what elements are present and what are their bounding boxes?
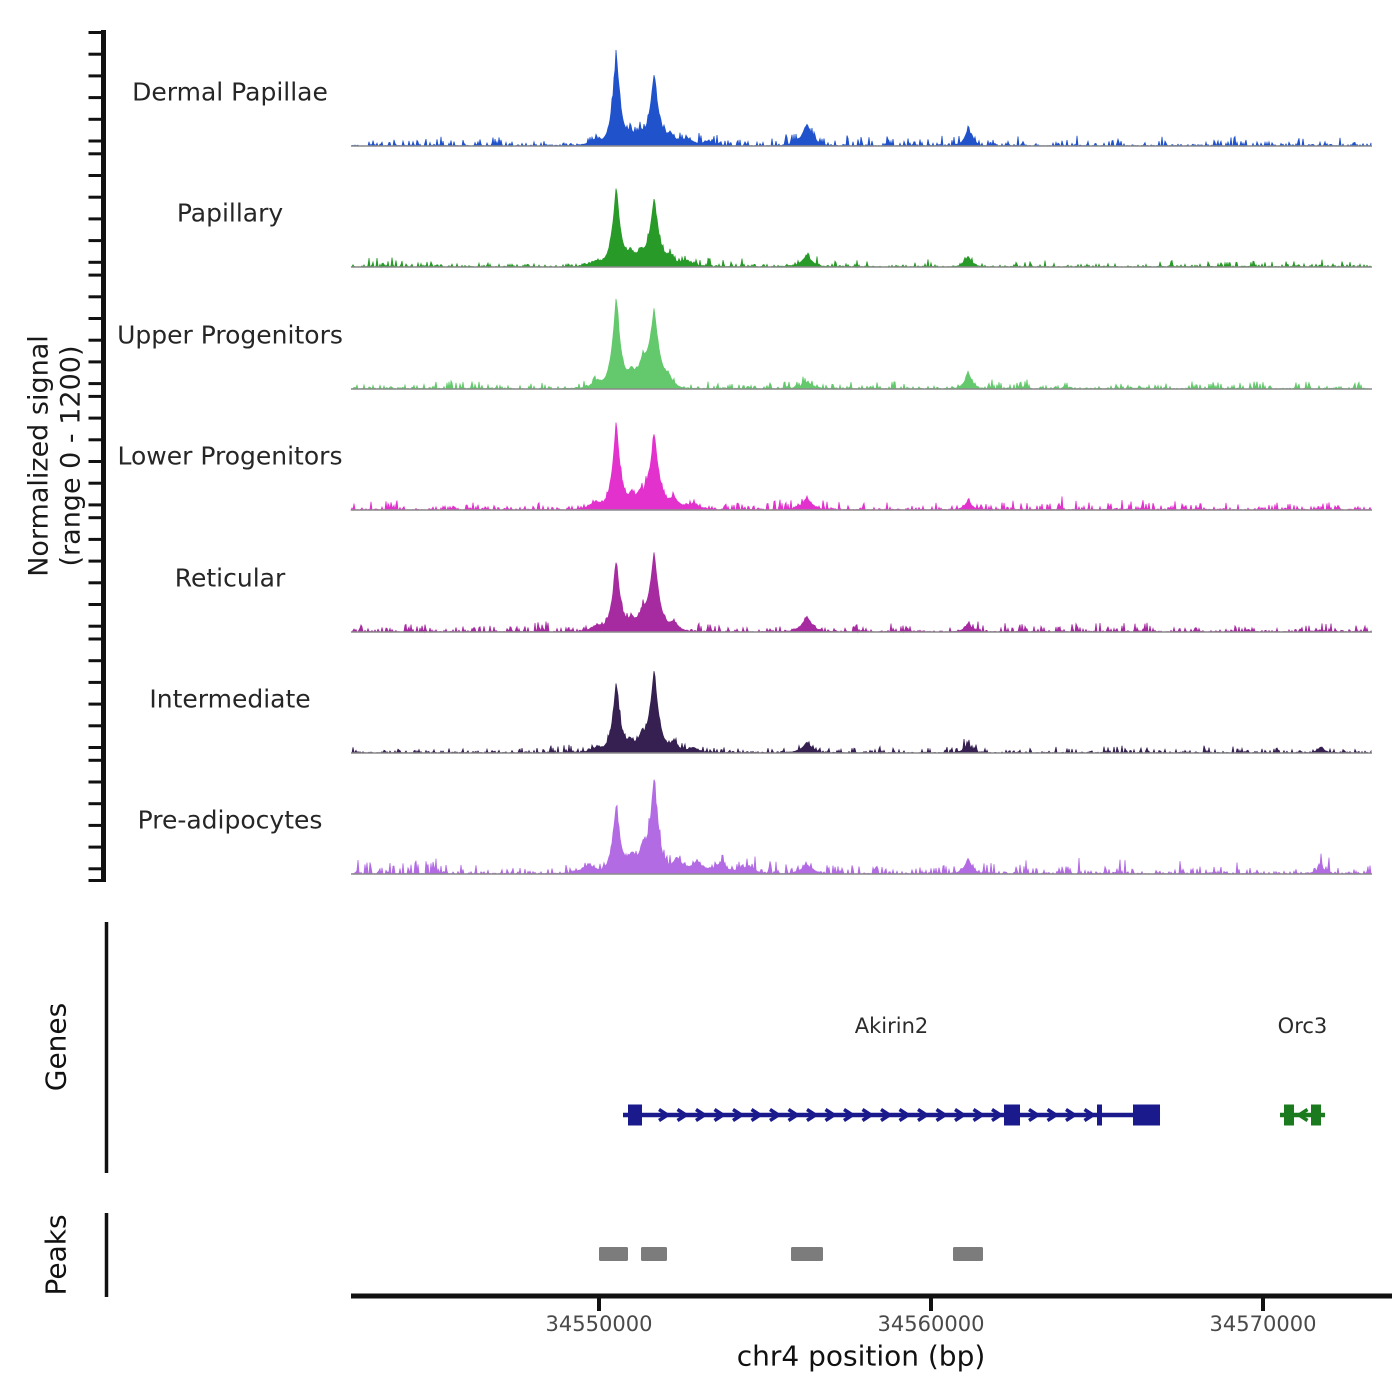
y-axis-tick	[89, 879, 102, 882]
gene-exon	[1004, 1105, 1020, 1126]
y-axis-tick	[89, 638, 102, 641]
x-tick-label-34570000: 34570000	[1209, 1312, 1317, 1336]
gene-exon	[1284, 1105, 1294, 1126]
peak-call-box	[953, 1247, 983, 1261]
y-axis-tick	[89, 382, 102, 385]
track-label-lower-progenitors: Lower Progenitors	[117, 441, 343, 471]
y-axis-tick	[89, 746, 102, 749]
y-axis-tick	[89, 538, 102, 541]
y-axis-tick	[89, 724, 102, 727]
y-axis-tick	[89, 603, 102, 606]
y-axis-tick	[89, 31, 102, 34]
track-label-dermal-papillae: Dermal Papillae	[132, 77, 328, 107]
gene-exon	[1133, 1105, 1160, 1126]
y-axis-tick	[89, 846, 102, 849]
y-axis-tick	[89, 824, 102, 827]
peak-call-box	[599, 1247, 628, 1261]
gene-exon	[628, 1105, 642, 1126]
y-axis-tick	[89, 317, 102, 320]
gene-label-akirin2: Akirin2	[854, 1014, 929, 1038]
signal-area	[351, 50, 1371, 146]
y-axis-label-line1: Normalized signal	[23, 335, 55, 577]
x-tick-label-34550000: 34550000	[545, 1312, 653, 1336]
y-axis-tick	[89, 152, 102, 155]
y-axis-tick	[89, 53, 102, 56]
y-axis-tick	[89, 174, 102, 177]
y-axis-tick	[89, 625, 102, 628]
y-axis-tick	[89, 482, 102, 485]
y-axis-tick	[89, 118, 102, 121]
y-axis-tick	[89, 295, 102, 298]
y-axis-tick	[89, 274, 102, 277]
signal-area	[351, 780, 1371, 874]
peak-call-box	[791, 1247, 823, 1261]
y-axis-tick	[89, 703, 102, 706]
signal-area	[351, 189, 1371, 267]
track-label-papillary: Papillary	[176, 198, 284, 228]
y-axis-tick	[89, 217, 102, 220]
y-axis-tick	[89, 417, 102, 420]
track-label-pre-adipocytes: Pre-adipocytes	[137, 805, 323, 835]
y-axis-tick	[89, 867, 102, 870]
signal-area	[351, 423, 1371, 511]
y-axis-tick	[89, 516, 102, 519]
y-axis-tick	[89, 681, 102, 684]
x-tick-label-34560000: 34560000	[877, 1312, 985, 1336]
y-axis-tick	[89, 196, 102, 199]
gene-exon	[1097, 1105, 1102, 1126]
y-axis-tick	[89, 96, 102, 99]
y-axis-tick	[89, 659, 102, 662]
y-axis-tick	[89, 74, 102, 77]
gene-label-orc3: Orc3	[1277, 1014, 1328, 1038]
track-label-intermediate: Intermediate	[149, 684, 311, 714]
signal-area	[351, 671, 1371, 753]
gene-exon	[1311, 1105, 1321, 1126]
y-axis-tick	[89, 360, 102, 363]
x-axis-title: chr4 position (bp)	[736, 1339, 986, 1373]
y-axis-tick	[89, 339, 102, 342]
y-axis-tick	[89, 581, 102, 584]
peaks-section-label: Peaks	[39, 1214, 73, 1296]
signal-area	[351, 299, 1371, 389]
y-axis-tick	[89, 239, 102, 242]
track-label-upper-progenitors: Upper Progenitors	[117, 320, 343, 350]
y-axis-tick	[89, 802, 102, 805]
genes-section-label: Genes	[39, 1002, 73, 1092]
y-axis-label-line2: (range 0 - 1200)	[55, 345, 87, 567]
track-label-reticular: Reticular	[174, 563, 286, 593]
y-axis-tick	[89, 460, 102, 463]
signal-area	[351, 552, 1371, 632]
y-axis-tick	[89, 759, 102, 762]
y-axis-tick	[89, 781, 102, 784]
y-axis-tick	[89, 261, 102, 264]
y-axis-tick	[89, 438, 102, 441]
peak-call-box	[641, 1247, 667, 1261]
y-axis-tick	[89, 503, 102, 506]
y-axis-tick	[89, 560, 102, 563]
y-axis-tick	[89, 140, 102, 143]
y-axis-tick	[89, 395, 102, 398]
